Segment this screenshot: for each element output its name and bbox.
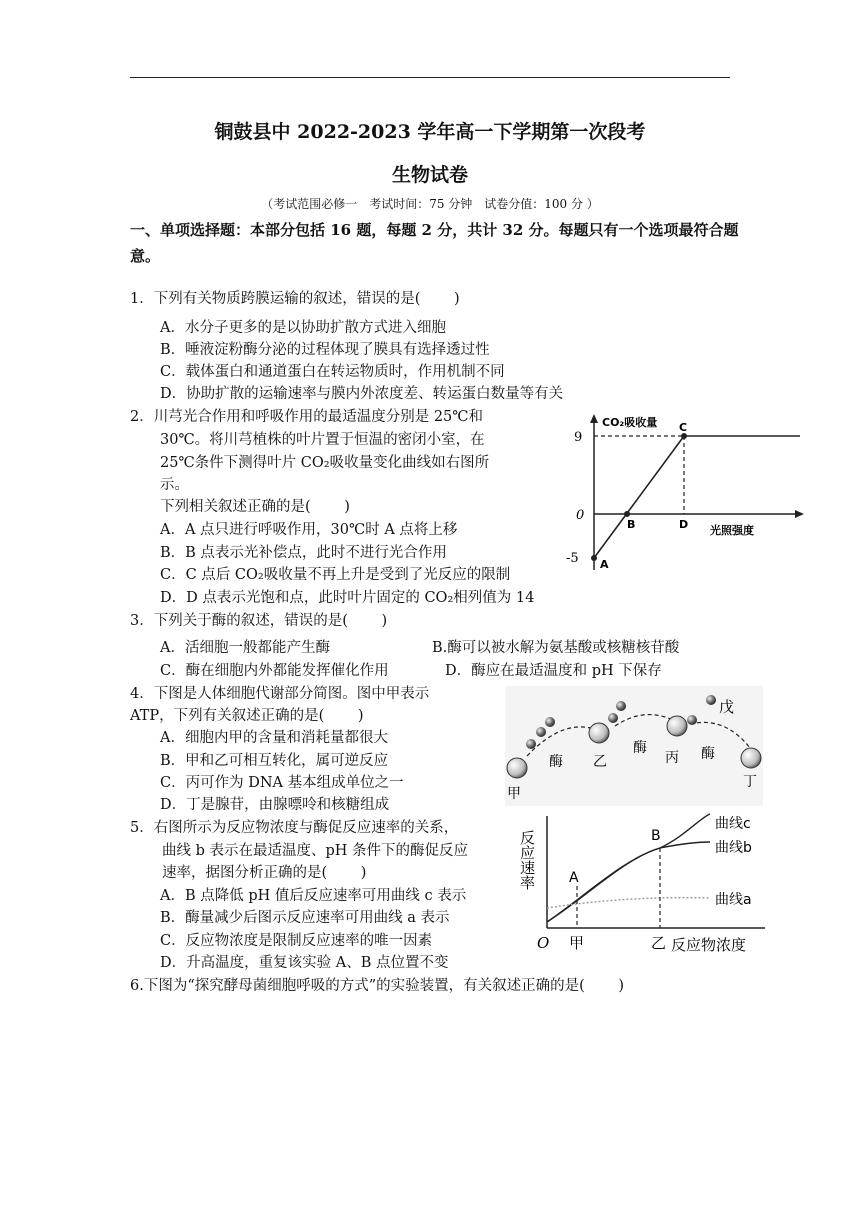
q4-label-bing: 丙 [665, 750, 679, 766]
q5-curve-a [547, 898, 710, 908]
q2-xlabel: 光照强度 [710, 524, 754, 537]
question-1-option-b: B．唾液淀粉酶分泌的过程体现了膜具有选择透过性 [160, 342, 490, 358]
q2-label-d: D [679, 518, 689, 531]
q4-wu-p [706, 695, 716, 705]
q2-tick-0: 0 [576, 508, 585, 523]
q4-enzyme-2: 酶 [633, 740, 647, 756]
q4-label-jia: 甲 [507, 786, 521, 802]
q4-atp-figure [505, 686, 763, 806]
q2-label-a: A [600, 558, 609, 571]
question-2-stem-line-4: 示。 [160, 477, 189, 493]
section-heading: 一、单项选择题：本部分包括 16 题，每题 2 分，共计 32 分。每题只有一个选项最符合题意。 [130, 221, 739, 265]
q4-enzyme-1: 酶 [549, 754, 563, 770]
q5-curve-c [547, 814, 710, 922]
question-5-stem-line-2: 曲线 b 表示在最适温度、pH 条件下的酶促反应 [162, 843, 469, 859]
q4-enzyme-3: 酶 [701, 746, 715, 762]
q4-bing-ball [667, 716, 687, 736]
question-1-option-a: A．水分子更多的是以协助扩散方式进入细胞 [160, 320, 446, 336]
question-3-option-c: C．酶在细胞内外都能发挥催化作用 [160, 663, 389, 679]
question-2-option-a: A．A 点只进行呼吸作用，30℃时 A 点将上移 [160, 522, 458, 538]
q5-origin: O [537, 934, 550, 952]
question-4-option-b: B．甲和乙可相互转化，属可逆反应 [160, 753, 389, 769]
q5-point-b: B [651, 828, 661, 844]
question-5-option-c: C．反应物浓度是限制反应速率的唯一因素 [160, 933, 433, 949]
question-3-option-b: B.酶可以被水解为氨基酸或核糖核苷酸 [432, 640, 680, 656]
q5-label-curve-a: 曲线a [715, 892, 752, 908]
q5-rate-figure [518, 808, 770, 958]
q4-jia-p1 [526, 739, 536, 749]
q5-xlabel: 反应物浓度 [671, 936, 747, 954]
question-4-option-d: D．丁是腺苷，由腺嘌呤和核糖组成 [160, 797, 390, 813]
exam-info: （考试范围必修一 考试时间：75 分钟 试卷分值：100 分 ） [261, 197, 599, 211]
question-3-option-d: D．酶应在最适温度和 pH 下保存 [445, 663, 662, 679]
question-2-option-c: C．C 点后 CO₂吸收量不再上升是受到了光反应的限制 [160, 567, 511, 583]
q5-point-a: A [569, 870, 579, 886]
q4-label-yi: 乙 [593, 754, 607, 770]
q4-yi-p1 [608, 713, 618, 723]
question-2-stem-line-1: 2．川芎光合作用和呼吸作用的最适温度分别是 25℃和 [130, 409, 484, 425]
q2-tick-9: 9 [574, 430, 583, 445]
question-4-option-a: A．细胞内甲的含量和消耗量都很大 [160, 730, 388, 746]
question-2-option-d: D．D 点表示光饱和点，此时叶片固定的 CO₂相列值为 14 [160, 590, 535, 606]
q2-co2-figure [562, 410, 804, 574]
question-5-option-a: A．B 点降低 pH 值后反应速率可用曲线 c 表示 [160, 888, 467, 904]
q5-ylabel: 反应速率 [518, 830, 536, 890]
exam-title: 铜鼓县中 2022-2023 学年高一下学期第一次段考 [214, 121, 646, 143]
question-2-stem-line-2: 30℃。将川芎植株的叶片置于恒温的密闭小室，在 [160, 432, 485, 448]
q4-label-wu: 戊 [719, 698, 735, 716]
q2-label-c: C [679, 421, 688, 434]
q2-ylabel: CO₂吸收量 [602, 416, 658, 429]
question-4-option-c: C．丙可作为 DNA 基本组成单位之一 [160, 775, 404, 791]
q4-label-ding: 丁 [743, 774, 757, 790]
q5-label-curve-b: 曲线b [715, 840, 752, 856]
q4-bing-p1 [687, 715, 697, 725]
q2-x-arrow [795, 510, 804, 518]
q5-xmark-jia: 甲 [569, 934, 585, 952]
question-5-option-d: D．升高温度，重复该实验 A、B 点位置不变 [160, 955, 449, 971]
question-2-stem-line-5: 下列相关叙述正确的是( ) [160, 499, 350, 515]
q2-point-a-dot [591, 555, 597, 561]
q2-point-b-dot [624, 511, 630, 517]
q5-xmark-yi: 乙 [651, 934, 667, 952]
q4-yi-p2 [616, 701, 626, 711]
question-2-option-b: B．B 点表示光补偿点，此时不进行光合作用 [160, 545, 447, 561]
q4-jia-p2 [536, 727, 546, 737]
header-rule [130, 77, 730, 78]
q4-jia-p3 [545, 717, 555, 727]
question-5-option-b: B．酶量减少后图示反应速率可用曲线 a 表示 [160, 910, 450, 926]
q2-label-b: B [627, 518, 636, 531]
q4-yi-ball [589, 723, 609, 743]
q5-label-curve-c: 曲线c [715, 816, 751, 832]
q2-rising-line [594, 436, 684, 558]
question-3-stem: 3．下列关于酶的叙述，错误的是( ) [130, 613, 388, 629]
question-1-option-c: C．载体蛋白和通道蛋白在转运物质时，作用机制不同 [160, 364, 505, 380]
question-3-option-a: A．活细胞一般都能产生酶 [160, 640, 330, 656]
question-1-option-d: D．协助扩散的运输速率与膜内外浓度差、转运蛋白数量等有关 [160, 386, 564, 402]
question-4-stem-line-1: 4．下图是人体细胞代谢部分简图。图中甲表示 [130, 686, 430, 702]
exam-subtitle: 生物试卷 [391, 164, 468, 186]
q4-ding-ball [741, 748, 761, 768]
question-4-stem-line-2: ATP，下列有关叙述正确的是( ) [130, 708, 364, 724]
question-2-stem-line-3: 25℃条件下测得叶片 CO₂吸收量变化曲线如右图所 [160, 455, 490, 471]
question-5-stem-line-1: 5．右图所示为反应物浓度与酶促反应速率的关系， [130, 820, 459, 836]
question-1-stem: 1．下列有关物质跨膜运输的叙述，错误的是( ) [130, 291, 460, 307]
question-5-stem-line-3: 速率，据图分析正确的是( ) [162, 865, 367, 881]
q4-jia-ball [507, 758, 527, 778]
question-6-stem: 6.下图为“探究酵母菌细胞呼吸的方式”的实验装置，有关叙述正确的是( ) [130, 978, 625, 994]
q2-tick-neg5: -5 [566, 551, 579, 566]
q2-y-arrow [590, 414, 598, 423]
